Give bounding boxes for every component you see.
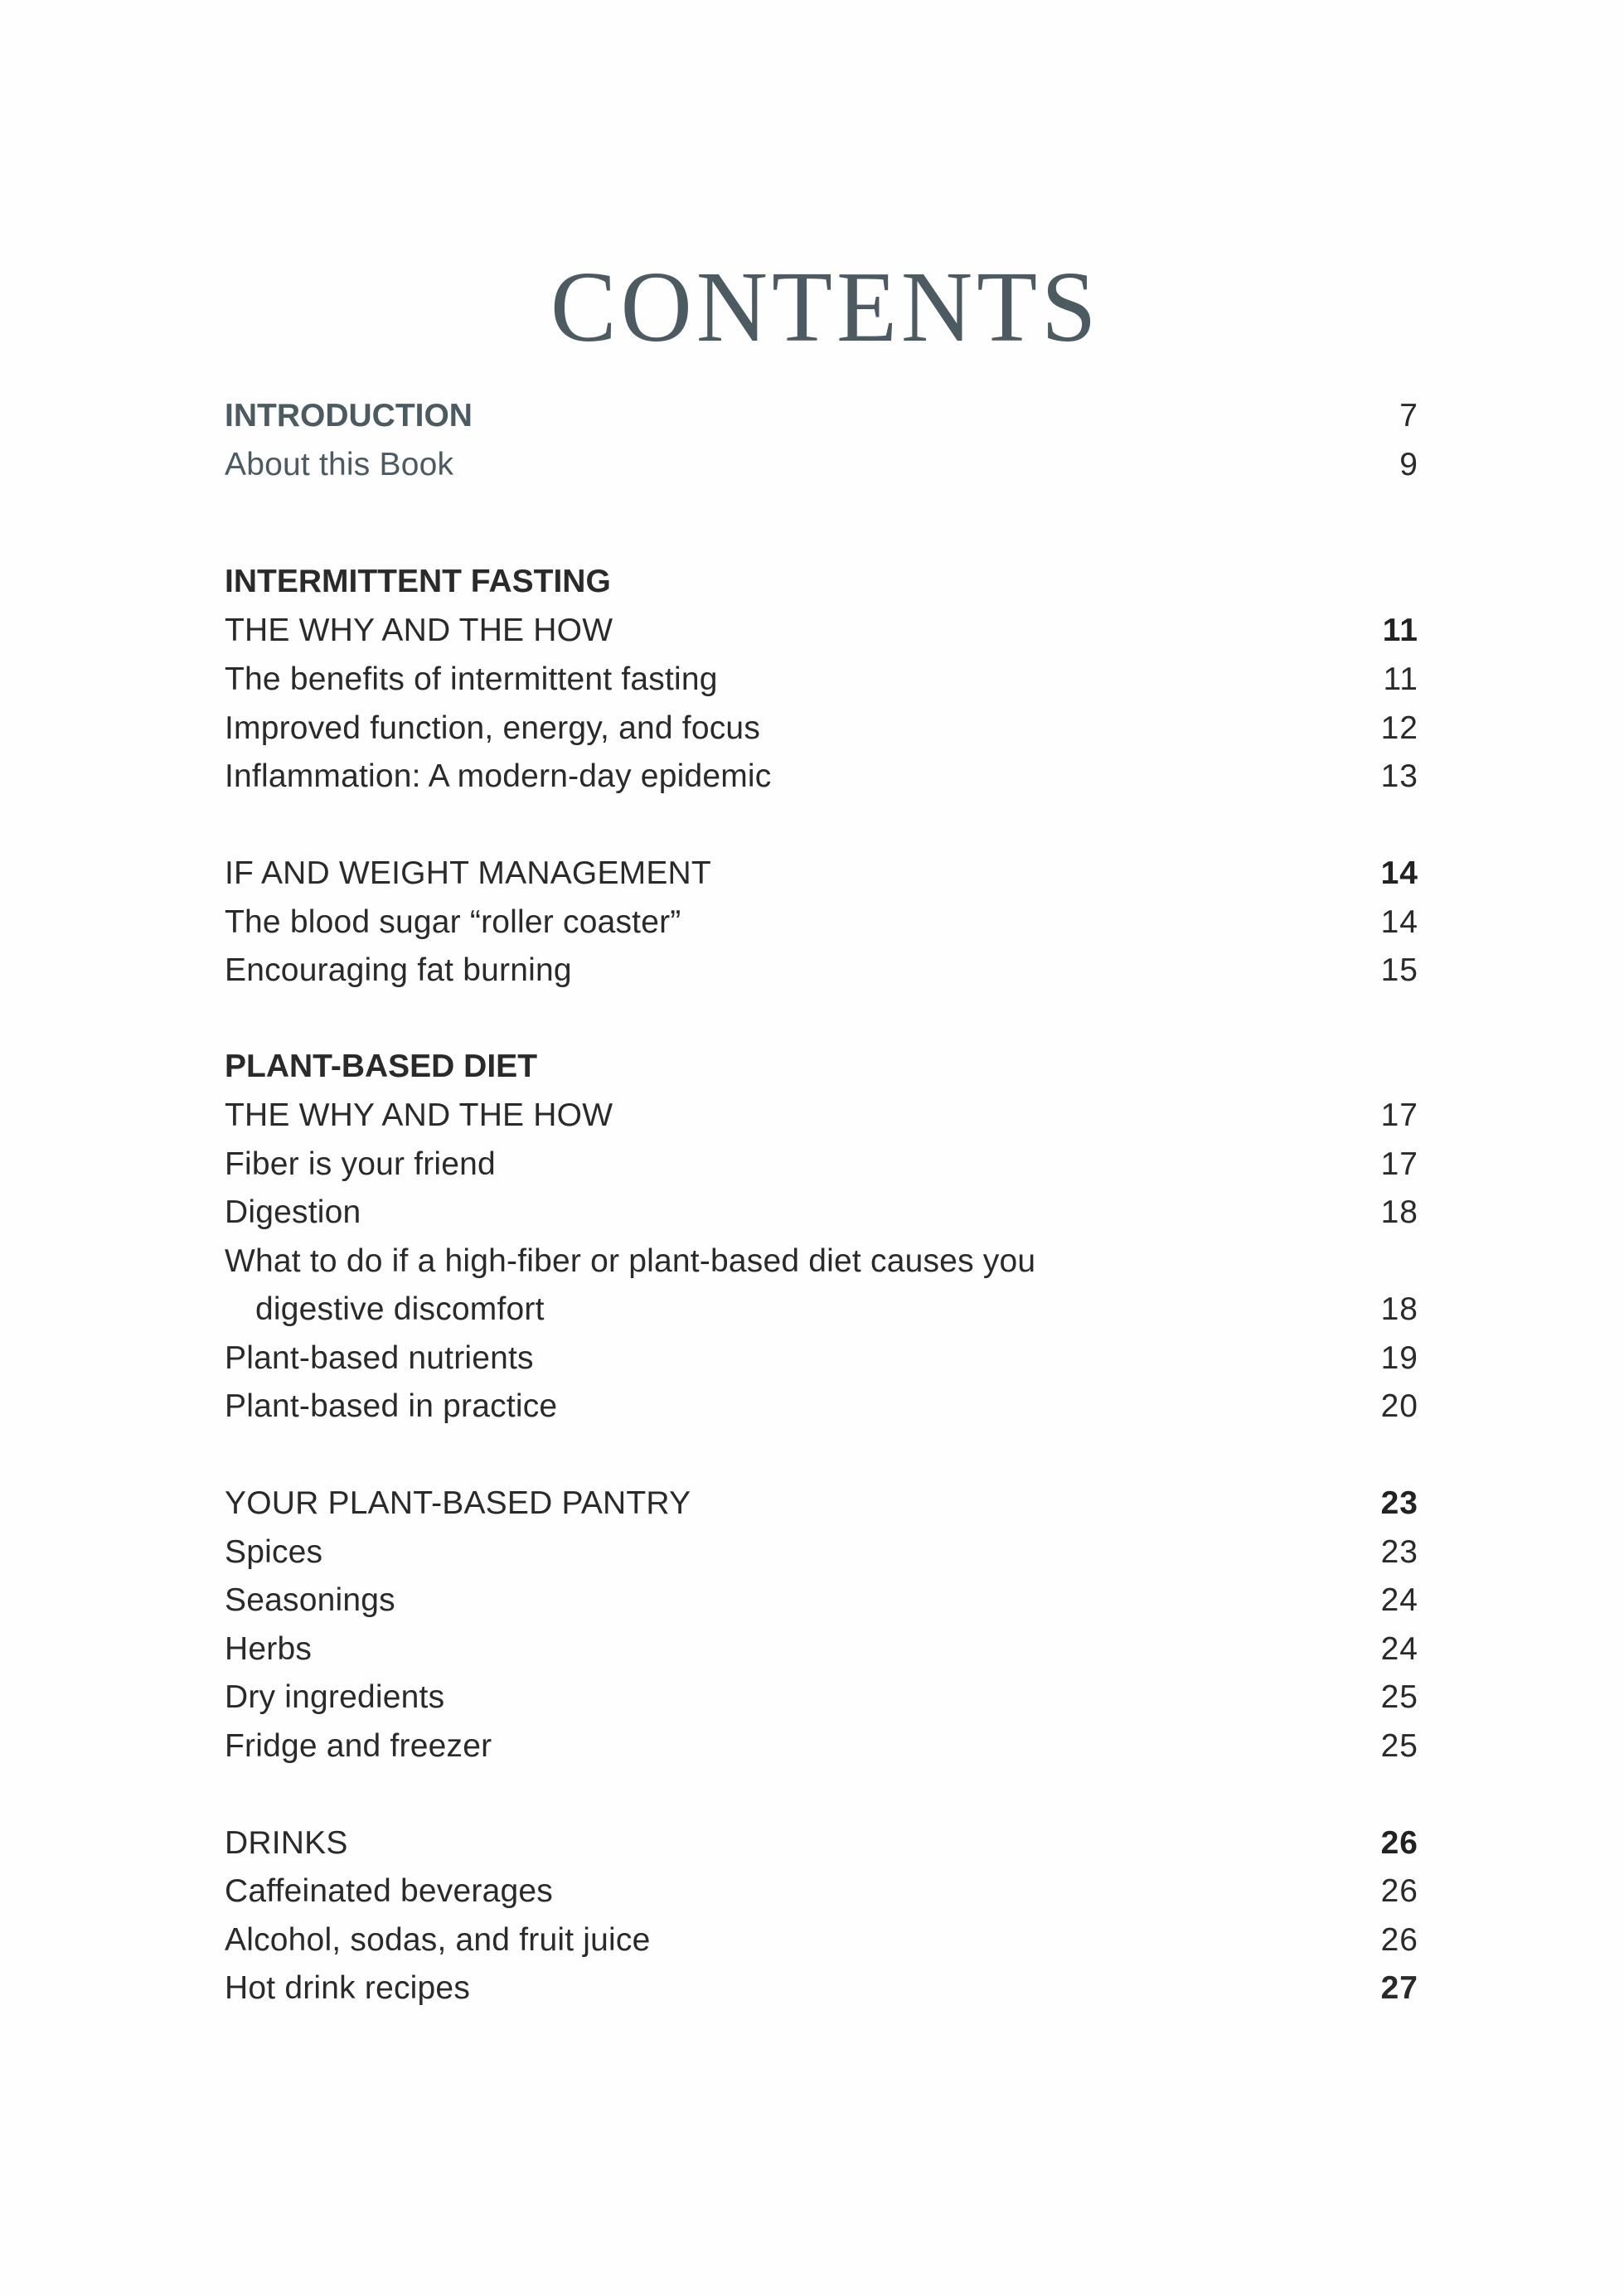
toc-entry-continuation[interactable] <box>225 1288 1418 1331</box>
toc-page-number: 13 <box>1380 758 1418 794</box>
toc-entry-label: Digestion <box>225 1194 361 1230</box>
toc-entry[interactable] <box>225 949 1418 992</box>
toc-section[interactable] <box>225 609 1418 652</box>
toc-entry-multiline[interactable] <box>225 1240 1418 1283</box>
toc-entry-label: The blood sugar “roller coaster” <box>225 904 681 940</box>
toc-page-number: 11 <box>1382 613 1418 648</box>
toc-section[interactable] <box>225 852 1418 895</box>
toc-entry-label: Seasonings <box>225 1582 395 1618</box>
toc-entry[interactable] <box>225 1870 1418 1913</box>
toc-entry-label-continued: digestive discomfort <box>255 1291 545 1327</box>
toc-entry-label: Plant-based nutrients <box>225 1340 534 1376</box>
toc-page-number: 23 <box>1380 1485 1418 1521</box>
toc-entry[interactable] <box>225 1385 1418 1428</box>
toc-entry[interactable] <box>225 755 1418 798</box>
toc-heading-label: INTRODUCTION <box>225 398 473 434</box>
toc-page-number: 26 <box>1380 1873 1418 1909</box>
toc-page-number: 12 <box>1380 710 1418 746</box>
toc-entry[interactable] <box>225 1531 1418 1574</box>
toc-page-number: 17 <box>1380 1097 1418 1133</box>
toc-entry[interactable] <box>225 901 1418 944</box>
toc-page-number: 15 <box>1380 952 1418 988</box>
toc-entry[interactable] <box>225 1919 1418 1962</box>
toc-entry-label: About this Book <box>225 447 454 482</box>
toc-page-number: 26 <box>1380 1825 1418 1861</box>
toc-entry-label: Encouraging fat burning <box>225 952 572 988</box>
toc-entry-label: Caffeinated beverages <box>225 1873 553 1909</box>
toc-page-number: 18 <box>1380 1194 1418 1230</box>
toc-entry-label: What to do if a high-fiber or plant-based diet causes you <box>225 1243 1036 1279</box>
toc-heading-introduction[interactable] <box>225 395 1418 438</box>
toc-section[interactable] <box>225 1094 1418 1137</box>
toc-page-number: 26 <box>1380 1922 1418 1958</box>
toc-entry[interactable] <box>225 1676 1418 1719</box>
toc-part-intermittent-fasting <box>225 560 1418 603</box>
toc-page-number: 27 <box>1380 1970 1418 2006</box>
toc-page-number: 24 <box>1380 1631 1418 1667</box>
toc-entry-label: Hot drink recipes <box>225 1970 471 2006</box>
toc-page-number: 9 <box>1399 447 1418 482</box>
toc-entry[interactable] <box>225 1967 1418 2010</box>
toc-section-label: THE WHY AND THE HOW <box>225 1097 613 1133</box>
toc-section[interactable] <box>225 1482 1418 1525</box>
toc-entry-label: The benefits of intermittent fasting <box>225 661 718 697</box>
toc-page-number: 18 <box>1380 1291 1418 1327</box>
toc-page-number: 20 <box>1380 1388 1418 1424</box>
toc-entry-label: Inflammation: A modern-day epidemic <box>225 758 772 794</box>
toc-section-label: IF AND WEIGHT MANAGEMENT <box>225 855 711 891</box>
toc-entry-label: Improved function, energy, and focus <box>225 710 761 746</box>
toc-page-number: 11 <box>1383 661 1418 697</box>
toc-page-number: 25 <box>1380 1679 1418 1715</box>
toc-entry[interactable] <box>225 1579 1418 1622</box>
toc-entry[interactable] <box>225 1337 1418 1380</box>
toc-section-label: YOUR PLANT-BASED PANTRY <box>225 1485 691 1521</box>
toc-entry-label: Alcohol, sodas, and fruit juice <box>225 1922 651 1958</box>
toc-page-number: 23 <box>1380 1534 1418 1570</box>
toc-entry-label: Fridge and freezer <box>225 1728 492 1764</box>
toc-page-number: 19 <box>1380 1340 1418 1376</box>
toc-entry[interactable] <box>225 658 1418 701</box>
toc-section-label: DRINKS <box>225 1825 348 1861</box>
toc-entry-label: Dry ingredients <box>225 1679 445 1715</box>
toc-part-label: INTERMITTENT FASTING <box>225 564 611 599</box>
toc-entry[interactable] <box>225 707 1418 750</box>
toc-entry[interactable] <box>225 1628 1418 1671</box>
toc-entry-label: Plant-based in practice <box>225 1388 558 1424</box>
toc-page-number: 17 <box>1380 1146 1418 1182</box>
toc-entry-label: Herbs <box>225 1631 313 1667</box>
toc-entry-label: Spices <box>225 1534 323 1570</box>
toc-part-plant-based-diet <box>225 1045 1418 1088</box>
toc-entry[interactable] <box>225 443 1418 487</box>
toc-entry[interactable] <box>225 1191 1418 1234</box>
toc-part-label: PLANT-BASED DIET <box>225 1049 538 1084</box>
toc-entry-label: Fiber is your friend <box>225 1146 496 1182</box>
toc-page-number: 14 <box>1380 904 1418 940</box>
page-title: CONTENTS <box>550 250 1101 363</box>
toc-page-number: 24 <box>1380 1582 1418 1618</box>
toc-page-number: 25 <box>1380 1728 1418 1764</box>
toc-entry[interactable] <box>225 1725 1418 1768</box>
toc-section-label: THE WHY AND THE HOW <box>225 613 613 648</box>
toc-section[interactable] <box>225 1822 1418 1865</box>
toc-page-number: 7 <box>1399 398 1418 434</box>
toc-page-number: 14 <box>1380 855 1418 891</box>
toc-entry[interactable] <box>225 1143 1418 1186</box>
